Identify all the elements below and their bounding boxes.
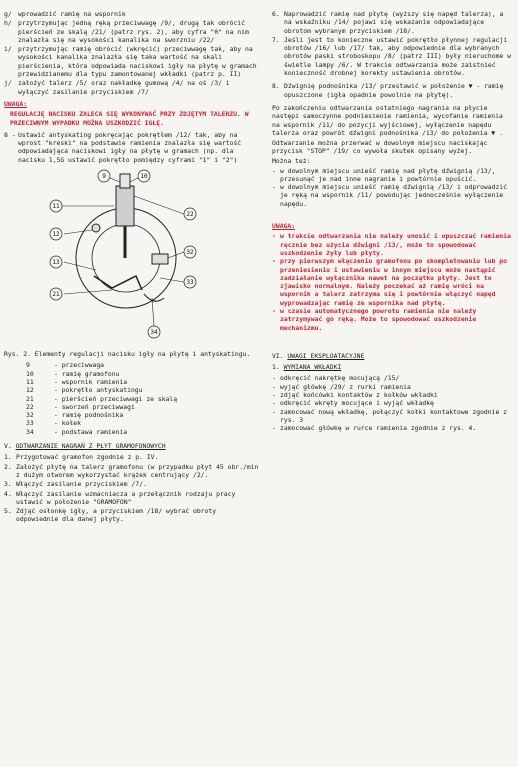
paragraph-also: Można też: bbox=[272, 156, 311, 165]
section-5-step: 4. Włączyć zasilanie wzmacniacza a przełącznik rodzaju pracy ustawić w położenie "GRAMOFON" bbox=[4, 489, 236, 506]
figure-label: 33 bbox=[186, 279, 194, 287]
cartridge-step: - zdjąć końcówki kontaktów z kołków wkładki bbox=[272, 391, 438, 400]
figure-label: 9 bbox=[102, 173, 106, 181]
option-item: - w dowolnym miejscu unieść ramię nad płytę dźwignią /13/, przesunąć je nad inne nagranie i powtórnie opuścić. bbox=[272, 166, 496, 183]
cartridge-step: - odkręcić wkręty mocujące i wyjąć wkładkę bbox=[272, 399, 434, 408]
figure-label: 32 bbox=[186, 249, 194, 257]
warning-item: - w trakcie odtwarzania nie należy unosić i opuszczać ramienia ręcznie bez użycia dźwigni /13/, może to spowodować uszkodzenie żyły lub płyty. bbox=[272, 232, 511, 257]
step-8-right: 8. Dźwignię podnośnika /13/ przestawić w położenie ▼ - ramię opuszczone (igła opadnie powolnie na płytę). bbox=[272, 82, 504, 99]
step-6: 6. Naprowadzić ramię nad płytę (wyższy się napęd talerza), a na wskaźniku /14/ pojawi się wskazanie odpowiadające obrotom wybranym przyciskiem /18/. bbox=[272, 10, 504, 35]
step-text: wprowadzić ramię na wspornik bbox=[18, 10, 126, 18]
tonearm-diagram bbox=[34, 166, 224, 346]
figure-label: 11 bbox=[52, 203, 60, 211]
pin-shape bbox=[92, 224, 100, 232]
step-label: i/ bbox=[4, 45, 12, 54]
warning-text: REGULACJĘ NACISKU ZALECA SIĘ WYKONYWAĆ PRZY ZDJĘTYM TALERZU. W PRZECIWNYM WYPADKU MOŻNA USZKODZIĆ IGŁĘ. bbox=[10, 110, 249, 127]
cartridge-step: - zamocować główkę w rurce ramienia zgodnie z rys. 4. bbox=[272, 424, 477, 433]
paragraph-stop: Odtwarzanie można przerwać w dowolnym miejscu naciskając przycisk "STOP" /19/ co wywoła skutek opisany wyżej. bbox=[272, 138, 488, 155]
legend-row: 10 - ramię gramofonu bbox=[26, 369, 120, 378]
leader-line bbox=[130, 178, 138, 182]
section-5-step: 1. Przygotować gramofon zgodnie z p. IV. bbox=[4, 453, 159, 462]
legend-row: 9 - przeciwwaga bbox=[26, 361, 105, 370]
section-5-step: 2. Założyć płytę na talerz gramofonu (w przypadku płyt 45 obr./min z dużym otworem wykorzystać krążek centrujący /2/. bbox=[4, 462, 259, 479]
section-number: VI. bbox=[272, 351, 284, 360]
cartridge-step: - zamocować nową wkładkę, połączyć kołki kontaktowe zgodnie z rys. 3 bbox=[272, 407, 508, 424]
left-column bbox=[4, 10, 260, 525]
legend-row: 21 - pierścień przeciwwagi ze skalą bbox=[26, 394, 178, 403]
leader-line bbox=[134, 196, 184, 214]
legend-row: 34 - podstawa ramienia bbox=[26, 427, 128, 436]
counterweight-shape bbox=[116, 186, 134, 226]
legend-row: 11 - wspornik ramienia bbox=[26, 377, 128, 386]
figure-legend bbox=[26, 361, 260, 436]
step-i bbox=[4, 45, 260, 78]
antiskating-knob bbox=[152, 254, 168, 264]
figure-label: 13 bbox=[52, 259, 60, 267]
step-j bbox=[4, 79, 260, 96]
leader-line bbox=[152, 298, 154, 326]
step-text: Ustawić antyskating pokręcając pokrętłem /12/ tak, aby na wprost "kreski" na podstawie ramienia znalazła się wartość odpowiadająca naciskowi igły na płytę w gramach (np. dla nacisku 1,5G ustawić pokrętło pomiędzy cyframi "1" i "2") bbox=[18, 130, 242, 164]
section-5-heading bbox=[4, 442, 260, 450]
figure-caption: Rys. 2. Elementy regulacji nacisku igły na płytę i antyskatingu. bbox=[4, 350, 251, 359]
legend-row: 12 - pokrętło antyskatingu bbox=[26, 386, 143, 395]
section-6-heading bbox=[272, 352, 512, 360]
figure-label: 10 bbox=[140, 173, 148, 181]
section-5-step: 5. Zdjąć osłonkę igły, a przyciskiem /18/ wybrać obroty odpowiednie dla danej płyty. bbox=[4, 507, 217, 524]
step-text: przytrzymując jedną ręką przeciwwagę /9/, drugą tak obrócić pierścień ze skalą /21/ (patrz rys. 2), aby cyfra "0" na nim znalazła się na wysokości kanalika na sworzniu /22/ bbox=[18, 19, 249, 44]
step-g bbox=[4, 10, 260, 18]
paragraph-end-of-record: Po zakończeniu odtwarzania ostatniego nagrania na płycie następi samoczynne podniesienie ramienia, wycofanie ramienia na wspornik /11/ do pozycji wyjściowej, wyłączenie napędu talerza oraz powrót dźwigni podnośnika /13/ do położenia ▼ . bbox=[272, 103, 503, 137]
step-7: 7. Jeśli jest to konieczne ustawić pokrętło płynnej regulacji obrotów /16/ lub /17/ tak, aby odpowiednie dla wybranych obrotów paski stroboskopu /8/ (patrz III) były nieruchome w świetle lampy /6/. W trakcie odtwarzania może zaistnieć konieczność drobnej korekty ustawienia obrotów. bbox=[272, 35, 512, 78]
figure-label: 22 bbox=[186, 211, 194, 219]
warning-item: - przy pierwszym włączeniu gramofonu po skompletowaniu lub po przeniesieniu i ustawieniu w innym miejscu może nastąpić zadziałanie wyłącznika nawet na początku płyty. Jest to zjawisko normalnym. Należy poczekać aż ramię wróci na wspornik a talerz zatrzyma się i powtórnie włączyć napęd wyprowadzając ramię ze wspornika nad płytę. bbox=[272, 257, 508, 307]
right-column bbox=[272, 10, 512, 433]
subsection-number: 1. bbox=[272, 363, 280, 372]
step-text: przytrzymując ramię obrócić (wkręcić) przeciwwagę tak, aby na wysokości kanalika znalazła się taka wartość na skali pierścienia, która odpowiada naciskowi igły na płytę w gramach przewidzianemu dla typu zamontowanej wkładki (patrz p. II) bbox=[18, 45, 257, 79]
section-title: UWAGI EKSPLOATACYJNE bbox=[287, 351, 365, 360]
warning-heading: UWAGA: bbox=[4, 99, 28, 108]
section-5-step: 3. Włączyć zasilanie przyciskiem /7/. bbox=[4, 480, 147, 489]
figure-label: 34 bbox=[150, 329, 158, 337]
step-label: g/ bbox=[4, 10, 12, 18]
leader-line bbox=[64, 262, 96, 270]
counterweight-cap bbox=[120, 174, 130, 188]
legend-row: 22 - sworzeń przeciwwagi bbox=[26, 402, 135, 411]
figure-label: 21 bbox=[52, 291, 60, 299]
warning-item: - w czasie automatycznego powrotu ramienia nie należy zatrzymywać go ręką. Może to spowodować uszkodzenie mechanizmu. bbox=[272, 307, 477, 332]
legend-row: 32 - ramię podnośnika bbox=[26, 411, 124, 420]
figure-label: 12 bbox=[52, 231, 60, 239]
arm-rest-shape bbox=[144, 294, 164, 301]
cartridge-step: - odkręcić nakrętkę mocującą /15/ bbox=[272, 374, 400, 383]
subsection-title: WYMIANA WKŁADKI bbox=[283, 363, 342, 372]
step-label: j/ bbox=[4, 79, 12, 88]
step-label: 8 - bbox=[4, 130, 16, 139]
section-title: ODTWARZANIE NAGRAŃ Z PŁYT GRAMOFONOWYCH bbox=[15, 442, 166, 451]
step-label: h/ bbox=[4, 19, 12, 28]
subsection-heading bbox=[272, 363, 512, 371]
section-number: V. bbox=[4, 442, 12, 451]
leader-line bbox=[110, 178, 120, 182]
cartridge-step: - wyjąć główkę /29/ z rurki ramienia bbox=[272, 382, 411, 391]
lift-lever bbox=[94, 276, 142, 290]
leader-line bbox=[64, 230, 92, 234]
option-item: - w dowolnym miejscu unieść ramię dźwignią /13/ i odprowadzić je ręką na wspornik /11/ powodując jednocześnie wyłączenie napędu. bbox=[272, 183, 508, 208]
step-h bbox=[4, 19, 260, 44]
warning-heading: UWAGA: bbox=[272, 222, 296, 231]
step-8 bbox=[4, 131, 260, 164]
step-text: założyć talerz /5/ oraz nakładkę gumową /4/ na oś /3/ i wyłączyć zasilanie przyciskiem /7/ bbox=[18, 79, 230, 96]
legend-row: 33 - kołek bbox=[26, 419, 81, 428]
